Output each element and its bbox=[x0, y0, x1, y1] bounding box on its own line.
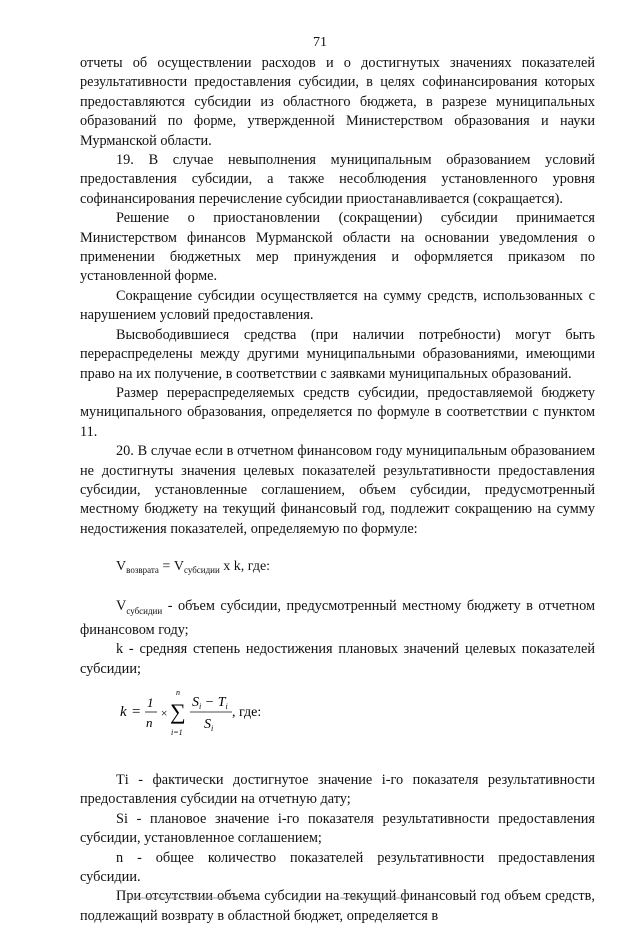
footer-scan-lines bbox=[0, 895, 640, 905]
paragraph-absence: При отсутствии объема субсидии на текущий финансовый год объем средств, подлежащий возврату в областной бюджет, определяется в bbox=[80, 888, 595, 924]
paragraph-decision: Решение о приостановлении (сокращении) субсидии принимается Министерством финансов Мурманской области на основании уведомления о применении бюджетных мер принуждения и оформляется приказом по установленной форме. bbox=[80, 210, 595, 285]
definition-t: Тi - фактически достигнутое значение i-го показателя результативности предоставления субсидии на отчетную дату; bbox=[80, 772, 595, 808]
formula-k-n: n bbox=[146, 715, 153, 731]
paragraph-reports: отчеты об осуществлении расходов и о достигнутых значениях показателей результативности предоставления субсидии, в целях софинансирования которых предоставляются субсидии из областного бюджета, в разрезе муниципальных образований по форме, утвержденной Министерством образования и науки Мурманской области. bbox=[80, 55, 595, 149]
definition-n: n - общее количество показателей результативности предоставления субсидии. bbox=[80, 849, 595, 886]
formula-k-sigma: ∑ bbox=[170, 699, 186, 725]
definition-v-subsidy: $V_{субсидии}$ - объем субсидии, предусмотренный местному бюджету в отчетном финансовом году; bbox=[80, 597, 595, 638]
formula-k-lhs: k bbox=[120, 704, 127, 721]
paragraph-20: 20. В случае если в отчетном финансовом году муниципальным образованием не достигнуты значения целевых показателей результативности предоставления субсидии, установленные соглашением, объем субсидии, предусмотренный местному бюджету на текущий финансовый год, подлежит сокращению на сумму недостижения показателей, определяемую по формуле: bbox=[80, 443, 595, 537]
page-number: 71 bbox=[313, 35, 327, 50]
document-body bbox=[80, 54, 595, 926]
paragraph-amount: Размер перераспределяемых средств субсидии, предоставляемой бюджету муниципального образования, определяется по формуле в соответствии с пунктом 11. bbox=[80, 384, 595, 440]
formula-k-sum-top: n bbox=[176, 688, 180, 698]
formula-k bbox=[120, 683, 595, 745]
formula-k-svg bbox=[120, 683, 340, 745]
paragraph-redistribution: Высвободившиеся средства (при наличии потребности) могут быть перераспределены между другими муниципальными образованиями, имеющими право на их получение, в соответствии с заявками муниципальных образований. bbox=[80, 326, 595, 382]
formula-k-one: 1 bbox=[147, 695, 154, 711]
formula-k-times: × bbox=[160, 706, 169, 721]
definition-s: Si - плановое значение i-го показателя результативности предоставления субсидии, установленное соглашением; bbox=[80, 810, 595, 847]
formula-v-return: $V_{возврата} = V_{субсидии}$ x k, где: bbox=[116, 559, 271, 576]
formula-k-denominator: $S_i$ bbox=[204, 717, 214, 734]
paragraph-19: 19. В случае невыполнения муниципальным образованием условий предоставления субсидии, а также несоблюдения установленного уровня софинансирования перечисление субсидии приостанавливается (сокращается). bbox=[80, 152, 595, 207]
formula-k-tail: , где: bbox=[232, 705, 262, 721]
formula-k-numerator: $S_i - T_i$ bbox=[192, 695, 228, 712]
definition-k: k - средняя степень недостижения плановых значений целевых показателей субсидии; bbox=[80, 641, 595, 677]
paragraph-reduction: Сокращение субсидии осуществляется на сумму средств, использованных с нарушением условий предоставления. bbox=[80, 287, 595, 324]
formula-k-eq: = bbox=[131, 704, 142, 721]
formula-k-sum-bottom: i=1 bbox=[171, 728, 183, 738]
